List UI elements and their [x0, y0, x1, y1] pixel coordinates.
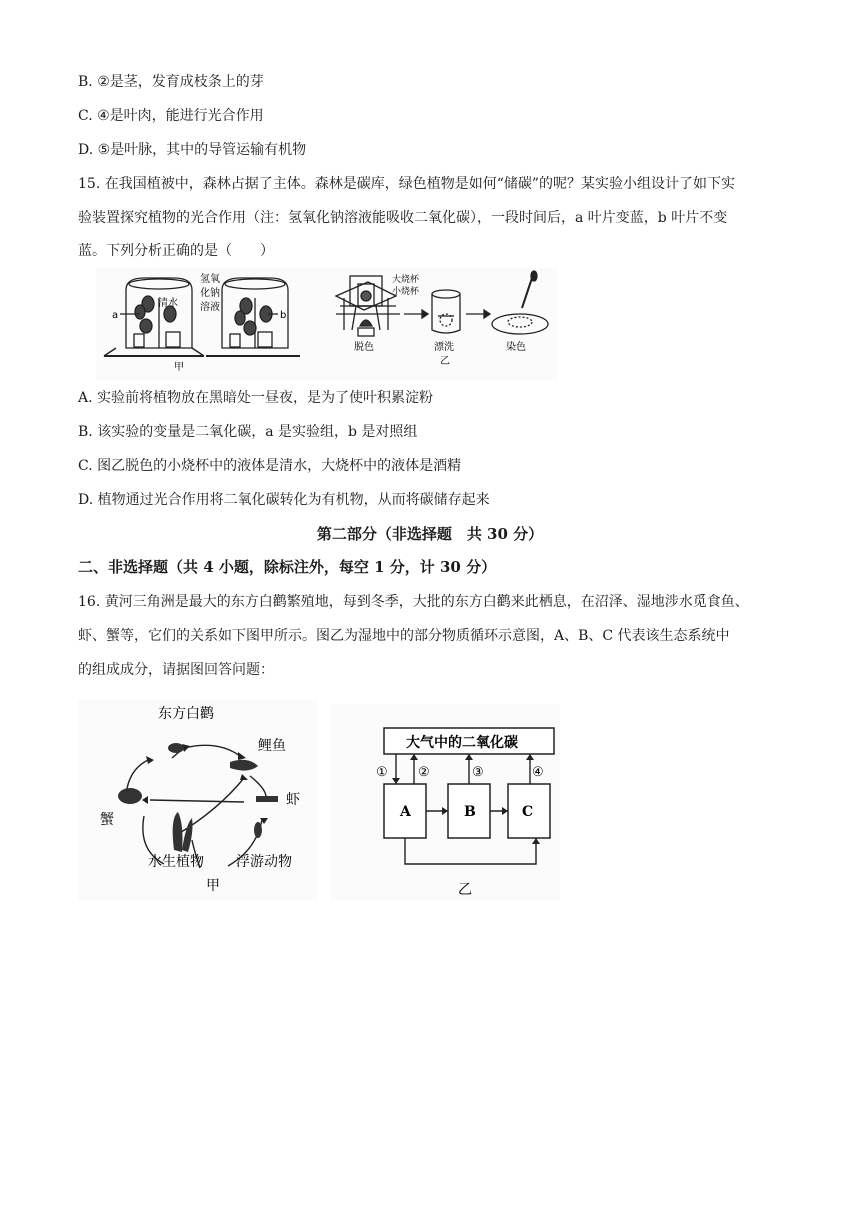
fw-crab: 蟹 [100, 812, 114, 828]
section2-title: 二、非选择题（共 4 小题，除标注外，每空 1 分，计 30 分） [78, 558, 497, 576]
label-b: b [280, 310, 287, 321]
q15-option-b: B. 该实验的变量是二氧化碳，a 是实验组，b 是对照组 [78, 424, 418, 440]
label-decolor: 脱色 [354, 342, 374, 353]
q14-option-d: D. ⑤是叶脉，其中的导管运输有机物 [78, 142, 307, 158]
label-jia: 甲 [174, 362, 184, 373]
carp-icon [230, 760, 258, 771]
fw-stork: 东方白鹳 [158, 706, 214, 722]
q16-stem-line-1: 16. 黄河三角洲是最大的东方白鹳繁殖地，每到冬季，大批的东方白鹳来此栖息，在沼泽、湿地涉水觅食鱼、 [78, 594, 749, 610]
q14-option-c: C. ④是叶肉，能进行光合作用 [78, 108, 264, 124]
q15-option-a: A. 实验前将植物放在黑暗处一昼夜，是为了使叶积累淀粉 [78, 390, 434, 406]
cc-n1: ① [376, 765, 388, 780]
cc-a: A [400, 804, 411, 820]
fw-zooplankton: 浮游动物 [236, 854, 292, 870]
fw-carp: 鲤鱼 [258, 738, 286, 754]
label-naoh-1: 氢氧 [200, 274, 220, 285]
fw-shrimp: 虾 [286, 792, 300, 808]
label-naoh-2: 化钠 [200, 288, 220, 299]
fw-plant: 水生植物 [148, 854, 204, 870]
label-naoh-3: 溶液 [200, 302, 220, 313]
rinse-beaker [432, 294, 460, 333]
stork-icon [168, 743, 184, 753]
plant-icon [173, 812, 183, 852]
label-small-beaker: 小烧杯 [392, 287, 420, 297]
shrimp-icon [256, 796, 278, 802]
cc-n2: ② [418, 765, 430, 780]
label-stain: 染色 [506, 342, 526, 353]
carbon-cycle-figure [330, 704, 560, 900]
q15-stem-line-3: 蓝。下列分析正确的是（ ） [78, 243, 274, 259]
q15-experiment-figure [96, 268, 558, 380]
zooplankton-icon [254, 822, 262, 838]
cc-caption: 乙 [458, 882, 472, 898]
label-a: a [112, 310, 119, 321]
arrow-carp-stork [184, 745, 240, 756]
label-yi: 乙 [440, 356, 450, 367]
cc-n4: ④ [532, 765, 544, 780]
cc-n3: ③ [472, 765, 484, 780]
cc-atmosphere: 大气中的二氧化碳 [406, 735, 518, 751]
crab-icon [118, 788, 142, 804]
part2-title: 第二部分（非选择题 共 30 分） [316, 525, 544, 543]
cc-c: C [522, 804, 534, 820]
food-web-figure [78, 700, 318, 900]
label-big-beaker: 大烧杯 [392, 275, 420, 285]
cc-b: B [464, 804, 476, 820]
q15-stem-line-2: 验装置探究植物的光合作用（注：氢氧化钠溶液能吸收二氧化碳），一段时间后，a 叶片变蓝，b 叶片不变 [78, 210, 728, 226]
arrow-shrimp-crab [150, 800, 244, 802]
label-rinse: 漂洗 [434, 342, 454, 353]
q16-stem-line-2: 虾、蟹等，它们的关系如下图甲所示。图乙为湿地中的部分物质循环示意图，A、B、C 代表该生态系统中 [78, 628, 730, 644]
fw-caption: 甲 [206, 878, 220, 894]
q14-option-b: B. ②是茎，发育成枝条上的芽 [78, 74, 264, 90]
q15-stem-line-1: 15. 在我国植被中，森林占据了主体。森林是碳库，绿色植物是如何“储碳”的呢？某实验小组设计了如下实 [78, 176, 736, 192]
q16-stem-line-3: 的组成成分，请据图回答问题： [78, 662, 274, 678]
q15-option-d: D. 植物通过光合作用将二氧化碳转化为有机物，从而将碳储存起来 [78, 492, 490, 508]
q15-option-c: C. 图乙脱色的小烧杯中的液体是清水，大烧杯中的液体是酒精 [78, 458, 462, 474]
label-water: 清水 [158, 298, 178, 309]
